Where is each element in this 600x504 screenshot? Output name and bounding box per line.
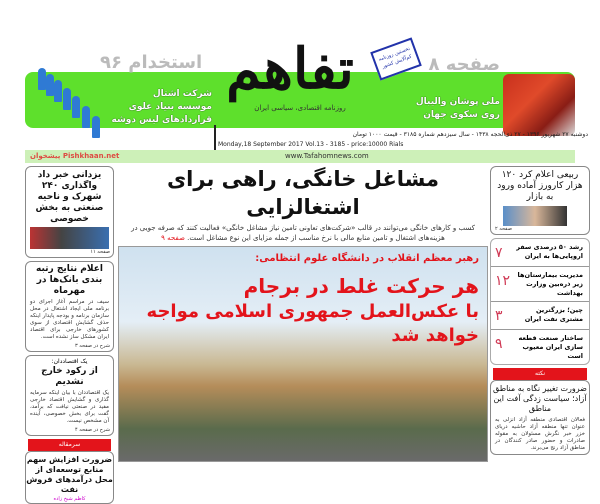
recruitment-figures-icon	[30, 64, 102, 154]
list-item-title: چین؛ بزرگترین مشتری نفت ایران	[524, 306, 583, 323]
note-box[interactable]	[490, 380, 590, 455]
promo-line: موسسه بنیاد علوی	[128, 102, 212, 112]
list-item-page: ۳	[495, 308, 503, 324]
right-column	[490, 166, 590, 455]
left-promo-text[interactable]	[106, 88, 212, 127]
right-index-list	[490, 238, 590, 365]
right-story-1[interactable]	[490, 166, 590, 235]
lead-page-ref[interactable]: صفحه ۹	[161, 234, 185, 242]
editorial-box[interactable]	[25, 451, 114, 504]
right-promo-title[interactable]: صفحه ۸	[428, 54, 500, 75]
left-promo-title[interactable]: استخدام ۹۶	[100, 52, 203, 73]
list-item[interactable]	[491, 330, 589, 364]
logo-subtitle: روزنامه اقتصادی، سیاسی ایران	[254, 104, 346, 112]
page-ref[interactable]: صفحه ۲	[495, 226, 512, 232]
story-title: یزدانی خبر داد واگذاری ۲۴۰ شهرک و ناحیه صنعتی به بخش خصوصی	[35, 170, 104, 224]
volleyball-team-photo[interactable]	[503, 74, 575, 136]
logo-stamp: نخستین روزنامه کم‌آلایش کشور	[370, 37, 422, 80]
list-item[interactable]	[491, 267, 589, 302]
promo-line: شرکت اشتال	[152, 89, 212, 99]
dateline-fa: دوشنبه ۲۷ شهریور ۱۳۹۶ - ۲۷ ذی‌الحجه ۱۴۳۸ - سال سیزدهم شماره ۳۱۸۵ - قیمت ۱۰۰۰ تومان	[352, 131, 588, 138]
story-title: اعلام نتایج رتبه بندی بانک‌ها در مهرماه	[36, 264, 103, 296]
story-title: از رکود خارج نشدیم	[41, 366, 98, 387]
story-photo	[30, 227, 109, 249]
story-kicker: یک اقتصاددان:	[51, 358, 88, 365]
editorial-author: کاظم شیخ زاده	[53, 496, 86, 502]
lead-body: کسب و کارهای خانگی می‌توانند در قالب «شرکت‌های تعاونی تامین نیاز مشاغل خانگی» فعالیت کنند که صرفه جویی در هزینه‌های اشتغال و تامین منابع مالی با نرخ مناسب از جمله مزایای این نوع مشاغل است.	[131, 224, 475, 242]
photo-headline-2: با عکس‌العمل جمهوری اسلامی مواجه خواهد شد	[146, 301, 479, 346]
list-item-page: ۷	[495, 245, 503, 261]
left-story-2[interactable]	[25, 261, 114, 352]
promo-line: روی سکوی جهان	[423, 110, 500, 120]
story-text: سیف در مراسم آغاز اجرای دو برنامه ملی ایجاد اشتغال در محل سازمان برنامه و بودجه پایدار اینکه حذف گشایش اقتصادی از سوی کشورهای خارجی برای اقتصاد ایران مشکل ساز نشده است.	[30, 299, 109, 340]
list-item-title: مدیریت بیمارستان‌ها زیر ذره‌بین وزارت بهداشت	[517, 271, 583, 297]
note-text: فعالان اقتصادی منطقه آزاد انزلی به عنوان تنها منطقه آزاد حاشیه دریای خزر خبر نگرش مسئولان به مقوله صادرات و حضور صادر کنندگان در مناطق آزاد رنج می‌برند.	[495, 417, 585, 451]
main-photo[interactable]	[118, 246, 488, 462]
list-item[interactable]	[491, 239, 589, 267]
left-column	[25, 166, 114, 504]
page-ref[interactable]: شرح در صفحه ۳	[75, 343, 110, 349]
page-ref[interactable]: شرح در صفحه ۴	[75, 427, 110, 433]
pishkhaan-watermark: پیشخوان Pishkhaan.net	[30, 152, 120, 160]
newspaper-logo[interactable]: تفاهم	[226, 36, 354, 102]
lead-text	[122, 223, 484, 243]
promo-line: ملی پوشان والیبال	[415, 97, 500, 107]
story-title: ربیعی اعلام کرد ۱۲۰ هزار کارورز آماده ورود به بازار	[497, 170, 583, 202]
dateline-en: Monday,18 September 2017 Vol.13 - 3185 - price:10000 Rials	[218, 141, 404, 148]
note-label: نکته	[493, 368, 587, 380]
main-headline[interactable]: مشاغل خانگی، راهی برای اشتغالزایی	[166, 167, 440, 219]
editorial-title: ضرورت افزایش سهم منابع توسعه‌ای از محل درآمدهای فروش نفت	[26, 455, 113, 494]
list-item-title: ساختار صنعت قطعه سازی ایران معیوب است	[518, 334, 583, 360]
list-item[interactable]	[491, 302, 589, 330]
list-item-page: ۹	[495, 336, 503, 352]
left-story-1[interactable]	[25, 166, 114, 258]
list-item-page: ۱۲	[495, 273, 511, 289]
note-title: ضرورت تغییر نگاه به مناطق آزاد؛ سیاست زدگی آفت این مناطق	[493, 384, 587, 413]
left-story-3[interactable]	[25, 355, 114, 436]
editorial-label: سرمقاله	[28, 439, 111, 451]
promo-line: قراردادهای لیس دوشه	[111, 115, 212, 125]
photo-kicker: رهبر معظم انقلاب در دانشگاه علوم انتظامی:	[255, 253, 479, 264]
website-link[interactable]: www.Tafahomnews.com	[285, 152, 369, 160]
story-text: یک اقتصاددان با بیان اینکه سرمایه گذاری و گشایش اقتصاد خارجی مفید در صنعتی نیافت که برآمد، گفت برای بخش خصوصی، آینده آن مشخص نیست.	[30, 390, 109, 424]
right-promo-text[interactable]	[416, 96, 500, 122]
story-photo	[503, 206, 567, 226]
photo-headline-1: هر حرکت غلط در برجام	[243, 274, 479, 298]
main-story	[118, 165, 488, 462]
page-ref[interactable]: صفحه ۱۱	[90, 249, 110, 255]
list-item-title: رشد ۵۰ درصدی سفر اروپایی‌ها به ایران	[516, 243, 583, 260]
